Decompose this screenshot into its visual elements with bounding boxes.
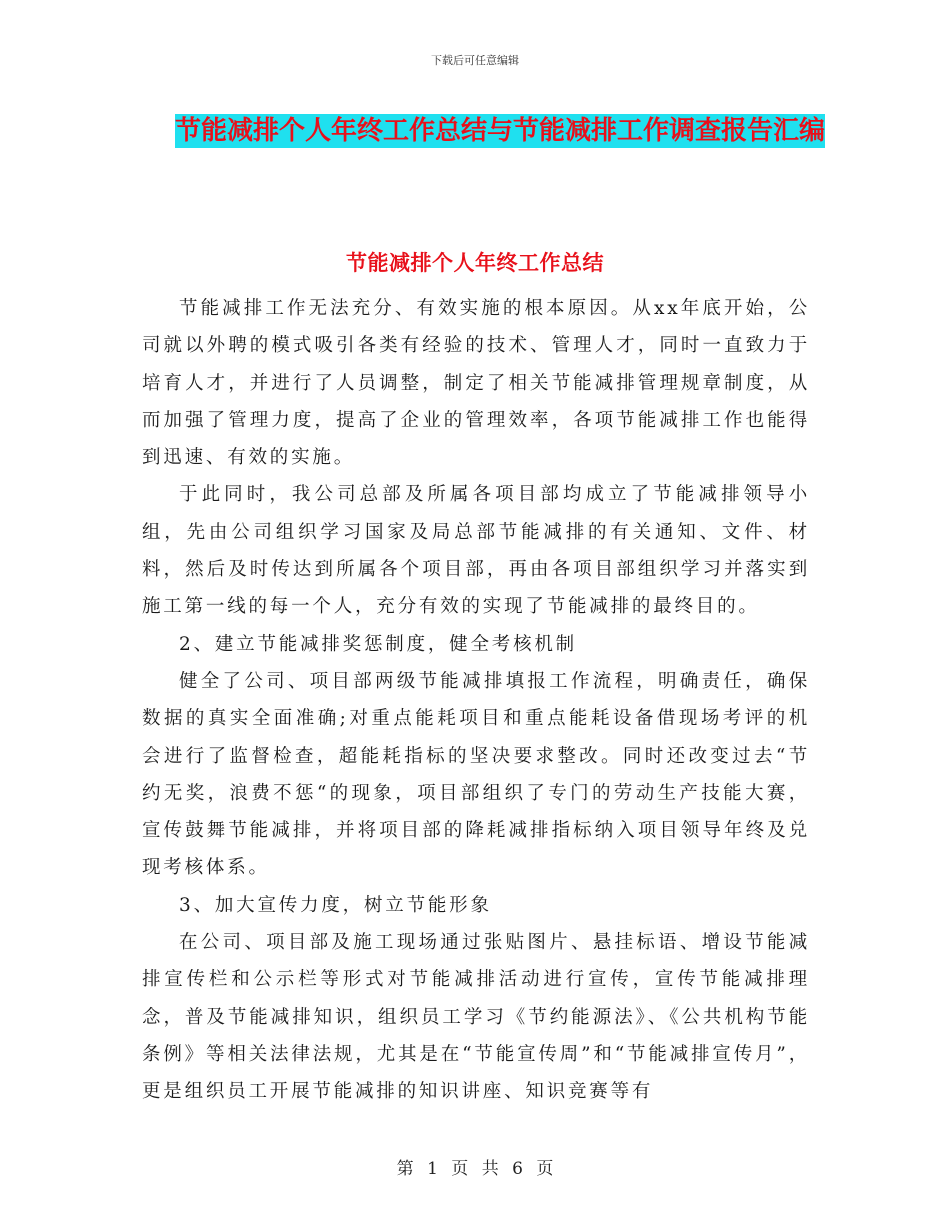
document-title-text: 节能减排个人年终工作总结与节能减排工作调查报告汇编 (174, 116, 825, 146)
paragraph: 健全了公司、项目部两级节能减排填报工作流程，明确责任，确保数据的真实全面准确;对重点能耗项目和重点能耗设备借现场考评的机会进行了监督检查，超能耗指标的坚决要求整改。同时还改变过去“节约无奖，浪费不惩“的现象，项目部组织了专门的劳动生产技能大赛，宣传鼓舞节能减排，并将项目部的降耗减排指标纳入项目领导年终及兑现考核体系。 (142, 670, 810, 879)
subheading: 2、建立节能减排奖惩制度，健全考核机制 (179, 633, 577, 655)
footer-current-page: 1 (427, 1159, 438, 1179)
paragraph: 于此同时，我公司总部及所属各项目部均成立了节能减排领导小组，先由公司组织学习国家及局总部节能减排的有关通知、文件、材料，然后及时传达到所属各个项目部，再由各项目部组织学习并落实到施工第一线的每一个人，充分有效的实现了节能减排的最终目的。 (142, 484, 810, 618)
document-title (150, 108, 850, 154)
footer-label-of: 页 (451, 1159, 469, 1179)
page-footer (0, 1154, 950, 1179)
footer-label-page: 第 (396, 1159, 414, 1179)
footer-total-pages: 6 (512, 1159, 523, 1179)
section-title: 节能减排个人年终工作总结 (346, 250, 604, 275)
footer-label-end: 页 (536, 1159, 554, 1179)
document-body (142, 290, 810, 1111)
footer-label-total: 共 (481, 1159, 499, 1179)
paragraph: 在公司、项目部及施工现场通过张贴图片、悬挂标语、增设节能减排宣传栏和公示栏等形式对节能减排活动进行宣传，宣传节能减排理念，普及节能减排知识，组织员工学习《节约能源法》、《公共机构节能条例》等相关法律法规，尤其是在“节能宣传周”和“节能减排宣传月”，更是组织员工开展节能减排的知识讲座、知识竞赛等有 (142, 932, 810, 1103)
paragraph: 节能减排工作无法充分、有效实施的根本原因。从xx年底开始，公司就以外聘的模式吸引各类有经验的技术、管理人才，同时一直致力于培育人才，并进行了人员调整，制定了相关节能减排管理规章制度，从而加强了管理力度，提高了企业的管理效率，各项节能减排工作也能得到迅速、有效的实施。 (142, 298, 810, 469)
subheading: 3、加大宣传力度，树立节能形象 (179, 894, 492, 916)
header-note: 下载后可任意编辑 (431, 54, 519, 67)
